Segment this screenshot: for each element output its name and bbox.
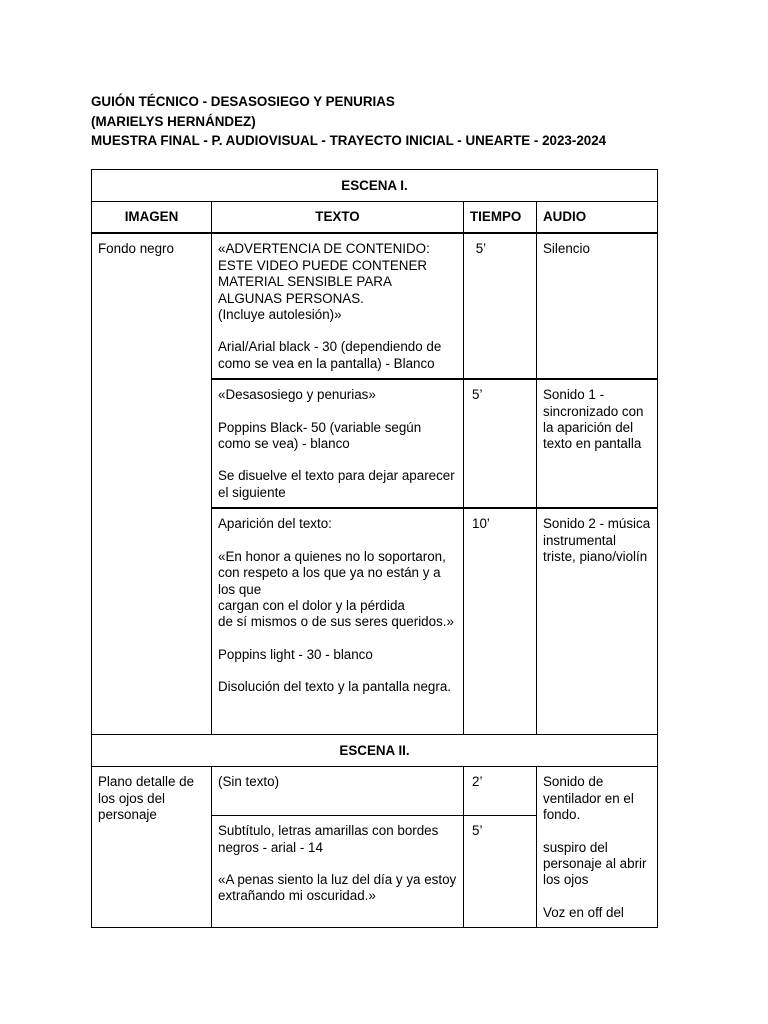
tiempo-cell: 5’ [464,816,537,928]
tiempo-cell: 5’ [464,379,537,508]
texto-paragraph: Poppins light - 30 - blanco [218,646,373,662]
texto-cell [212,767,464,816]
audio-paragraph: Sonido de ventilador en el fondo. [543,774,634,823]
column-header-texto: TEXTO [212,202,464,234]
tiempo-cell: 10’ [464,508,537,735]
texto-paragraph: Aparición del texto: [218,516,332,532]
texto-paragraph: «Desasosiego y penurias» [218,387,376,403]
tiempo-cell: 5’ [464,233,537,379]
scene-2-row [92,767,658,816]
column-header-audio: AUDIO [537,202,658,234]
document-header [91,92,606,151]
column-header-tiempo: TIEMPO [464,202,537,234]
texto-paragraph: Poppins Black- 50 (variable según como se vea) - blanco [218,419,422,452]
audio-cell: Sonido 1 - sincronizado con la aparición del texto en pantalla [537,379,658,508]
audio-cell: Sonido 2 - música instrumental triste, piano/violín [537,508,658,735]
texto-paragraph: Se disuelve el texto para dejar aparecer el siguiente [218,468,455,500]
audio-paragraph: Voz en off del [543,904,624,920]
texto-cell [212,233,464,379]
texto-paragraph: «ADVERTENCIA DE CONTENIDO: ESTE VIDEO PUEDE CONTENER MATERIAL SENSIBLE PARA ALGUNAS PERSONAS. (Incluye autolesión)» [218,241,430,323]
technical-script-table [91,169,658,928]
author-name: (MARIELYS HERNÁNDEZ) [91,113,256,129]
scene-1-row [92,233,658,379]
event-line: MUESTRA FINAL - P. AUDIOVISUAL - TRAYECTO INICIAL - UNEARTE - 2023-2024 [91,133,607,148]
column-header-row [92,202,658,234]
scene-2-title: ESCENA II. [92,735,658,767]
imagen-text: Plano detalle de los ojos del personaje [98,774,195,823]
texto-paragraph: Arial/Arial black - 30 (dependiendo de como se vea en la pantalla) - Blanco [218,339,442,371]
texto-paragraph: Disolución del texto y la pantalla negra. [218,679,451,695]
tiempo-cell: 2’ [464,767,537,816]
texto-paragraph: «En honor a quienes no lo soportaron, con respeto a los que ya no están y a los que cargan con el dolor y la pérdida de sí mismos o de sus seres queridos.» [218,548,454,630]
audio-cell [537,767,658,928]
audio-paragraph: suspiro del personaje al abrir los ojos [543,839,647,888]
texto-paragraph: «A penas siento la luz del día y ya estoy extrañando mi oscuridad.» [218,871,457,904]
scene-1-imagen-cell [92,233,212,734]
texto-cell [212,816,464,928]
column-header-imagen: IMAGEN [92,202,212,234]
audio-cell: Silencio [537,233,658,379]
scene-1-title: ESCENA I. [92,170,658,202]
texto-cell [212,508,464,735]
script-title: GUIÓN TÉCNICO - DESASOSIEGO Y PENURIAS [91,94,395,109]
texto-paragraph: (Sin texto) [218,774,280,790]
scene-1-header-row [92,170,658,202]
texto-cell [212,379,464,508]
scene-2-imagen-cell [92,767,212,928]
scene-2-header-row [92,735,658,767]
imagen-text: Fondo negro [98,241,174,257]
texto-paragraph: Subtítulo, letras amarillas con bordes negros - arial - 14 [218,823,439,855]
